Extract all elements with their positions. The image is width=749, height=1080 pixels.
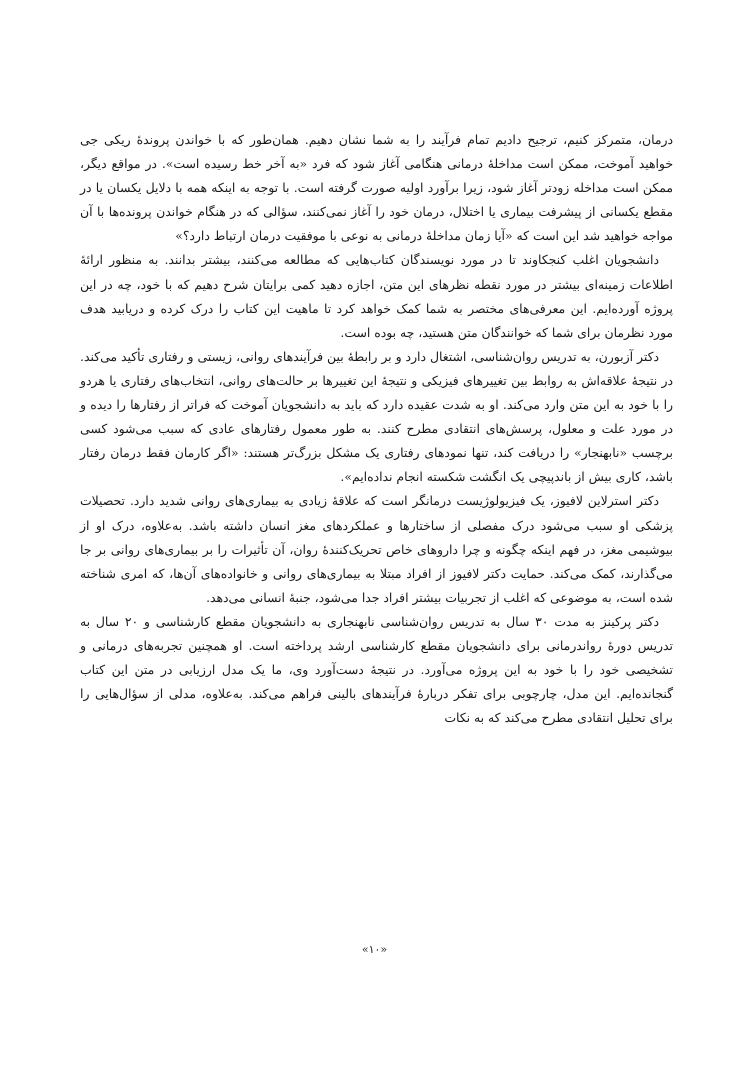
paragraph-2: دانشجویان اغلب کنجکاوند تا در مورد نویسندگان کتاب‌هایی که مطالعه می‌کنند، بیشتر بدانند. به منظور ارائهٔ اطلاعات زمینه‌ای بیشتر در مورد نقطه نظرهای این متن، اجازه دهید کمی برایتان شرح دهیم که با خود، چه در این پروژه آورده‌ایم. این معرفی‌های مختصر به شما کمک خواهد کرد تا ماهیت این کتاب را درک کرده و دریابید هدف مورد نظرمان برای شما که خوانندگان متن هستید، چه بوده است. (80, 252, 673, 340)
page-body (80, 128, 673, 730)
paragraph-1: درمان، متمرکز کنیم، ترجیح دادیم تمام فرآیند را به شما نشان دهیم. همان‌طور که با خواندن پروندهٔ ریکی جی خواهید آموخت، ممکن است مداخلهٔ درمانی هنگامی آغاز شود که فرد «به آخر خط رسیده است». در مواقع دیگر، ممکن است مداخله زودتر آغاز شود، زیرا برآورد اولیه صورت گرفته است. با توجه به اینکه همه با دلایل یکسان یا در مقطع یکسانی از پیشرفت بیماری یا اختلال، درمان خود را آغاز نمی‌کنند، سؤالی که در هنگام خواندن پرونده‌ها با آن مواجه خواهید شد این است که «آیا زمان مداخلهٔ درمانی به نوعی با موفقیت درمان ارتباط دارد؟» (80, 132, 673, 244)
paragraph-5: دکتر پرکینز به مدت ۳۰ سال به تدریس روان‌شناسی نابهنجاری به دانشجویان مقطع کارشناسی و ۲۰ سال به تدریس دورهٔ رواندرمانی برای دانشجویان مقطع کارشناسی ارشد پرداخته است. او همچنین تجربه‌های درمانی و تشخیصی خود را با خود به این پروژه می‌آورد. در نتیجهٔ دست‌آورد وی، ما یک مدل ارزیابی در متن این کتاب گنجانده‌ایم. این مدل، چارچوبی برای تفکر دربارهٔ فرآیندهای بالینی فراهم می‌کند. به‌علاوه، مدلی از سؤال‌هایی را برای تحلیل انتقادی مطرح می‌کند که به نکات (80, 613, 673, 726)
paragraph-3: دکتر آزبورن، به تدریس روان‌شناسی، اشتغال دارد و بر رابطهٔ بین فرآیندهای روانی، زیستی و رفتاری تأکید می‌کند. در نتیجهٔ علاقه‌اش به روابط بین تغییرهای فیزیکی و نتیجهٔ این تغییرها بر حالت‌های روانی، انتخاب‌های رفتاری یا هردو را با خود به این متن وارد می‌کند. او به شدت عقیده دارد که باید به دانشجویان آموخت که فراتر از رفتارها را دیده و در مورد علت و معلول، پرسش‌های انتقادی مطرح کنند. به طور معمول رفتارهای عادی که سبب می‌شود کسی برچسب «نابهنجار» را دریافت کند، تنها نمودهای رفتاری یک مشکل بزرگ‌تر هستند: «اگر کارمان فقط درمان رفتار باشد، کاری بیش از باندپیچی یک انگشت شکسته انجام نداده‌ایم». (80, 348, 673, 485)
paragraph-4: دکتر استرلاین لافیوز، یک فیزیولوژیست درمانگر است که علاقهٔ زیادی به بیماری‌های روانی شدید دارد. تحصیلات پزشکی او سبب می‌شود درک مفصلی از ساختارها و عملکردهای مغز انسان داشته باشد. به‌علاوه، درک او از بیوشیمی مغز، در فهم اینکه چگونه و چرا داروهای خاص تحریک‌کنندهٔ روان، آن تأثیرات را بر بیماری‌های روانی بر جا می‌گذارند، کمک می‌کند. حمایت دکتر لافیوز از افراد مبتلا به بیماری‌های روانی و خانواده‌های آن‌ها، که امری شناخته شده است، به موضوعی که اغلب از تجربیات بیشتر افراد جدا می‌شود، جنبهٔ انسانی می‌دهد. (80, 493, 673, 605)
page-number: «۱۰» (361, 943, 388, 956)
